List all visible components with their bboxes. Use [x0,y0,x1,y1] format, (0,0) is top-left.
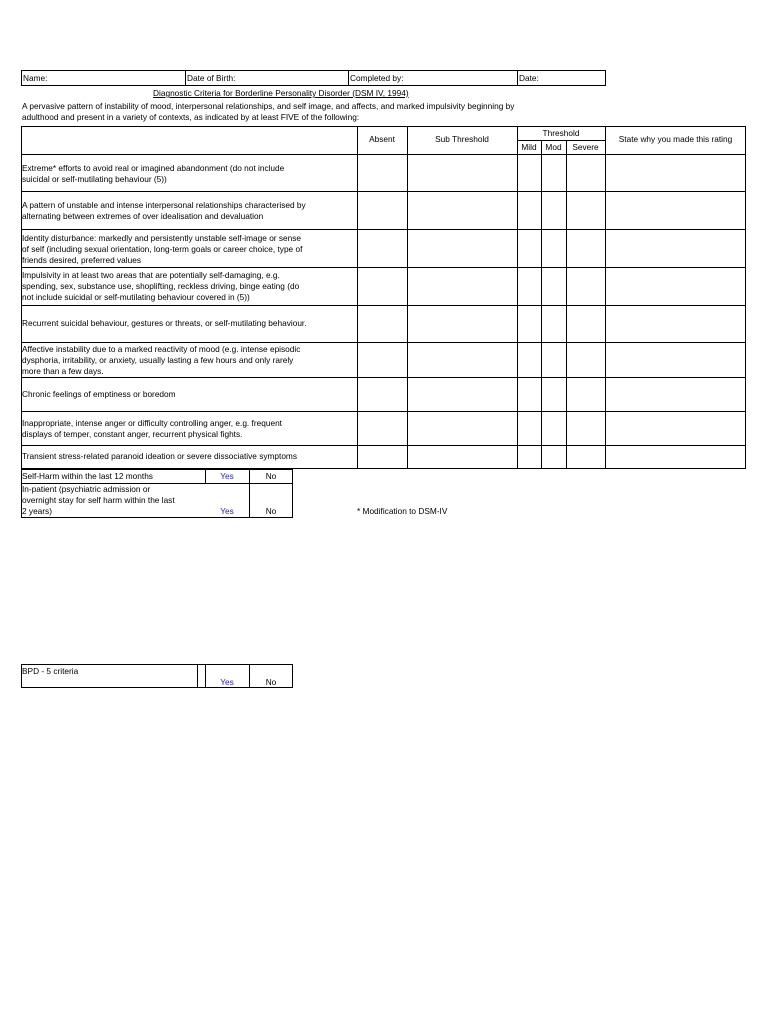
criterion-4-line-2: spending, sex, substance use, shoplifting, reckless driving, binge eating (do [22,281,300,291]
col-severe: Severe [572,142,599,152]
self-harm-yes[interactable]: Yes [220,471,234,481]
col-threshold: Threshold [542,128,580,138]
bpd-no[interactable]: No [265,677,277,687]
footnote: * Modification to DSM-IV [357,506,448,516]
criterion-3-line-2: of self (including sexual orientation, long-term goals or career choice, type of [22,244,303,254]
criterion-7-line-1: Chronic feelings of emptiness or boredom [22,389,176,399]
criterion-1-line-2: suicidal or self-mutilating behaviour (5)) [22,174,167,184]
criterion-5-line-1: Recurrent suicidal behaviour, gestures or threats, or self-mutilating behaviour. [22,318,307,328]
col-mild: Mild [521,142,537,152]
intro-line-1: A pervasive pattern of instability of mood, interpersonal relationships, and self image, and affects, and marked impulsivity beginning by [22,101,515,111]
criterion-1-line-1: Extreme* efforts to avoid real or imagined abandonment (do not include [22,163,285,173]
col-absent: Absent [369,134,395,144]
criterion-6-line-1: Affective instability due to a marked reactivity of mood (e.g. intense episodic [22,344,301,354]
self-harm-label: Self-Harm within the last 12 months [22,471,153,481]
bpd-label: BPD - 5 criteria [22,666,79,676]
name-field[interactable]: Name: [23,73,48,83]
intro-line-2: adulthood and present in a variety of contexts, as indicated by at least FIVE of the following: [22,112,360,122]
col-reason: State why you made this rating [618,134,733,144]
criterion-3-line-3: friends desired, preferred values [22,255,141,265]
criterion-6-line-3: more than a few days. [22,366,104,376]
inpatient-no[interactable]: No [265,506,277,516]
criterion-6-line-2: dysphoria, irritability, or anxiety, usually lasting a few hours and only rarely [22,355,294,365]
criterion-8-line-1: Inappropriate, intense anger or difficulty controlling anger, e.g. frequent [22,418,282,428]
col-mod: Mod [545,142,562,152]
bpd-yes[interactable]: Yes [220,677,234,687]
inpatient-yes[interactable]: Yes [220,506,234,516]
inpatient-label-line-3: 2 years) [22,506,52,516]
criterion-3-line-1: Identity disturbance: markedly and persistently unstable self-image or sense [22,233,302,243]
date-field[interactable]: Date: [519,73,539,83]
completed-by-field[interactable]: Completed by: [350,73,404,83]
dob-field[interactable]: Date of Birth: [187,73,236,83]
criterion-4-line-1: Impulsivity in at least two areas that are potentially self-damaging, e.g. [22,270,280,280]
criterion-8-line-2: displays of temper, constant anger, recurrent physical fights. [22,429,243,439]
inpatient-label-line-1: In-patient (psychiatric admission or [22,484,151,494]
col-sub-threshold: Sub Threshold [435,134,489,144]
criterion-4-line-3: not include suicidal or self-mutilating behaviour covered in (5)) [22,292,250,302]
criterion-2-line-2: alternating between extremes of over idealisation and devaluation [22,211,264,221]
criterion-9-line-1: Transient stress-related paranoid ideation or severe dissociative symptoms [22,451,297,461]
criterion-2-line-1: A pattern of unstable and intense interpersonal relationships characterised by [22,200,306,210]
self-harm-no[interactable]: No [265,471,277,481]
page-title: Diagnostic Criteria for Borderline Personality Disorder (DSM IV, 1994) [153,88,409,98]
inpatient-label-line-2: overnight stay for self harm within the last [22,495,175,505]
